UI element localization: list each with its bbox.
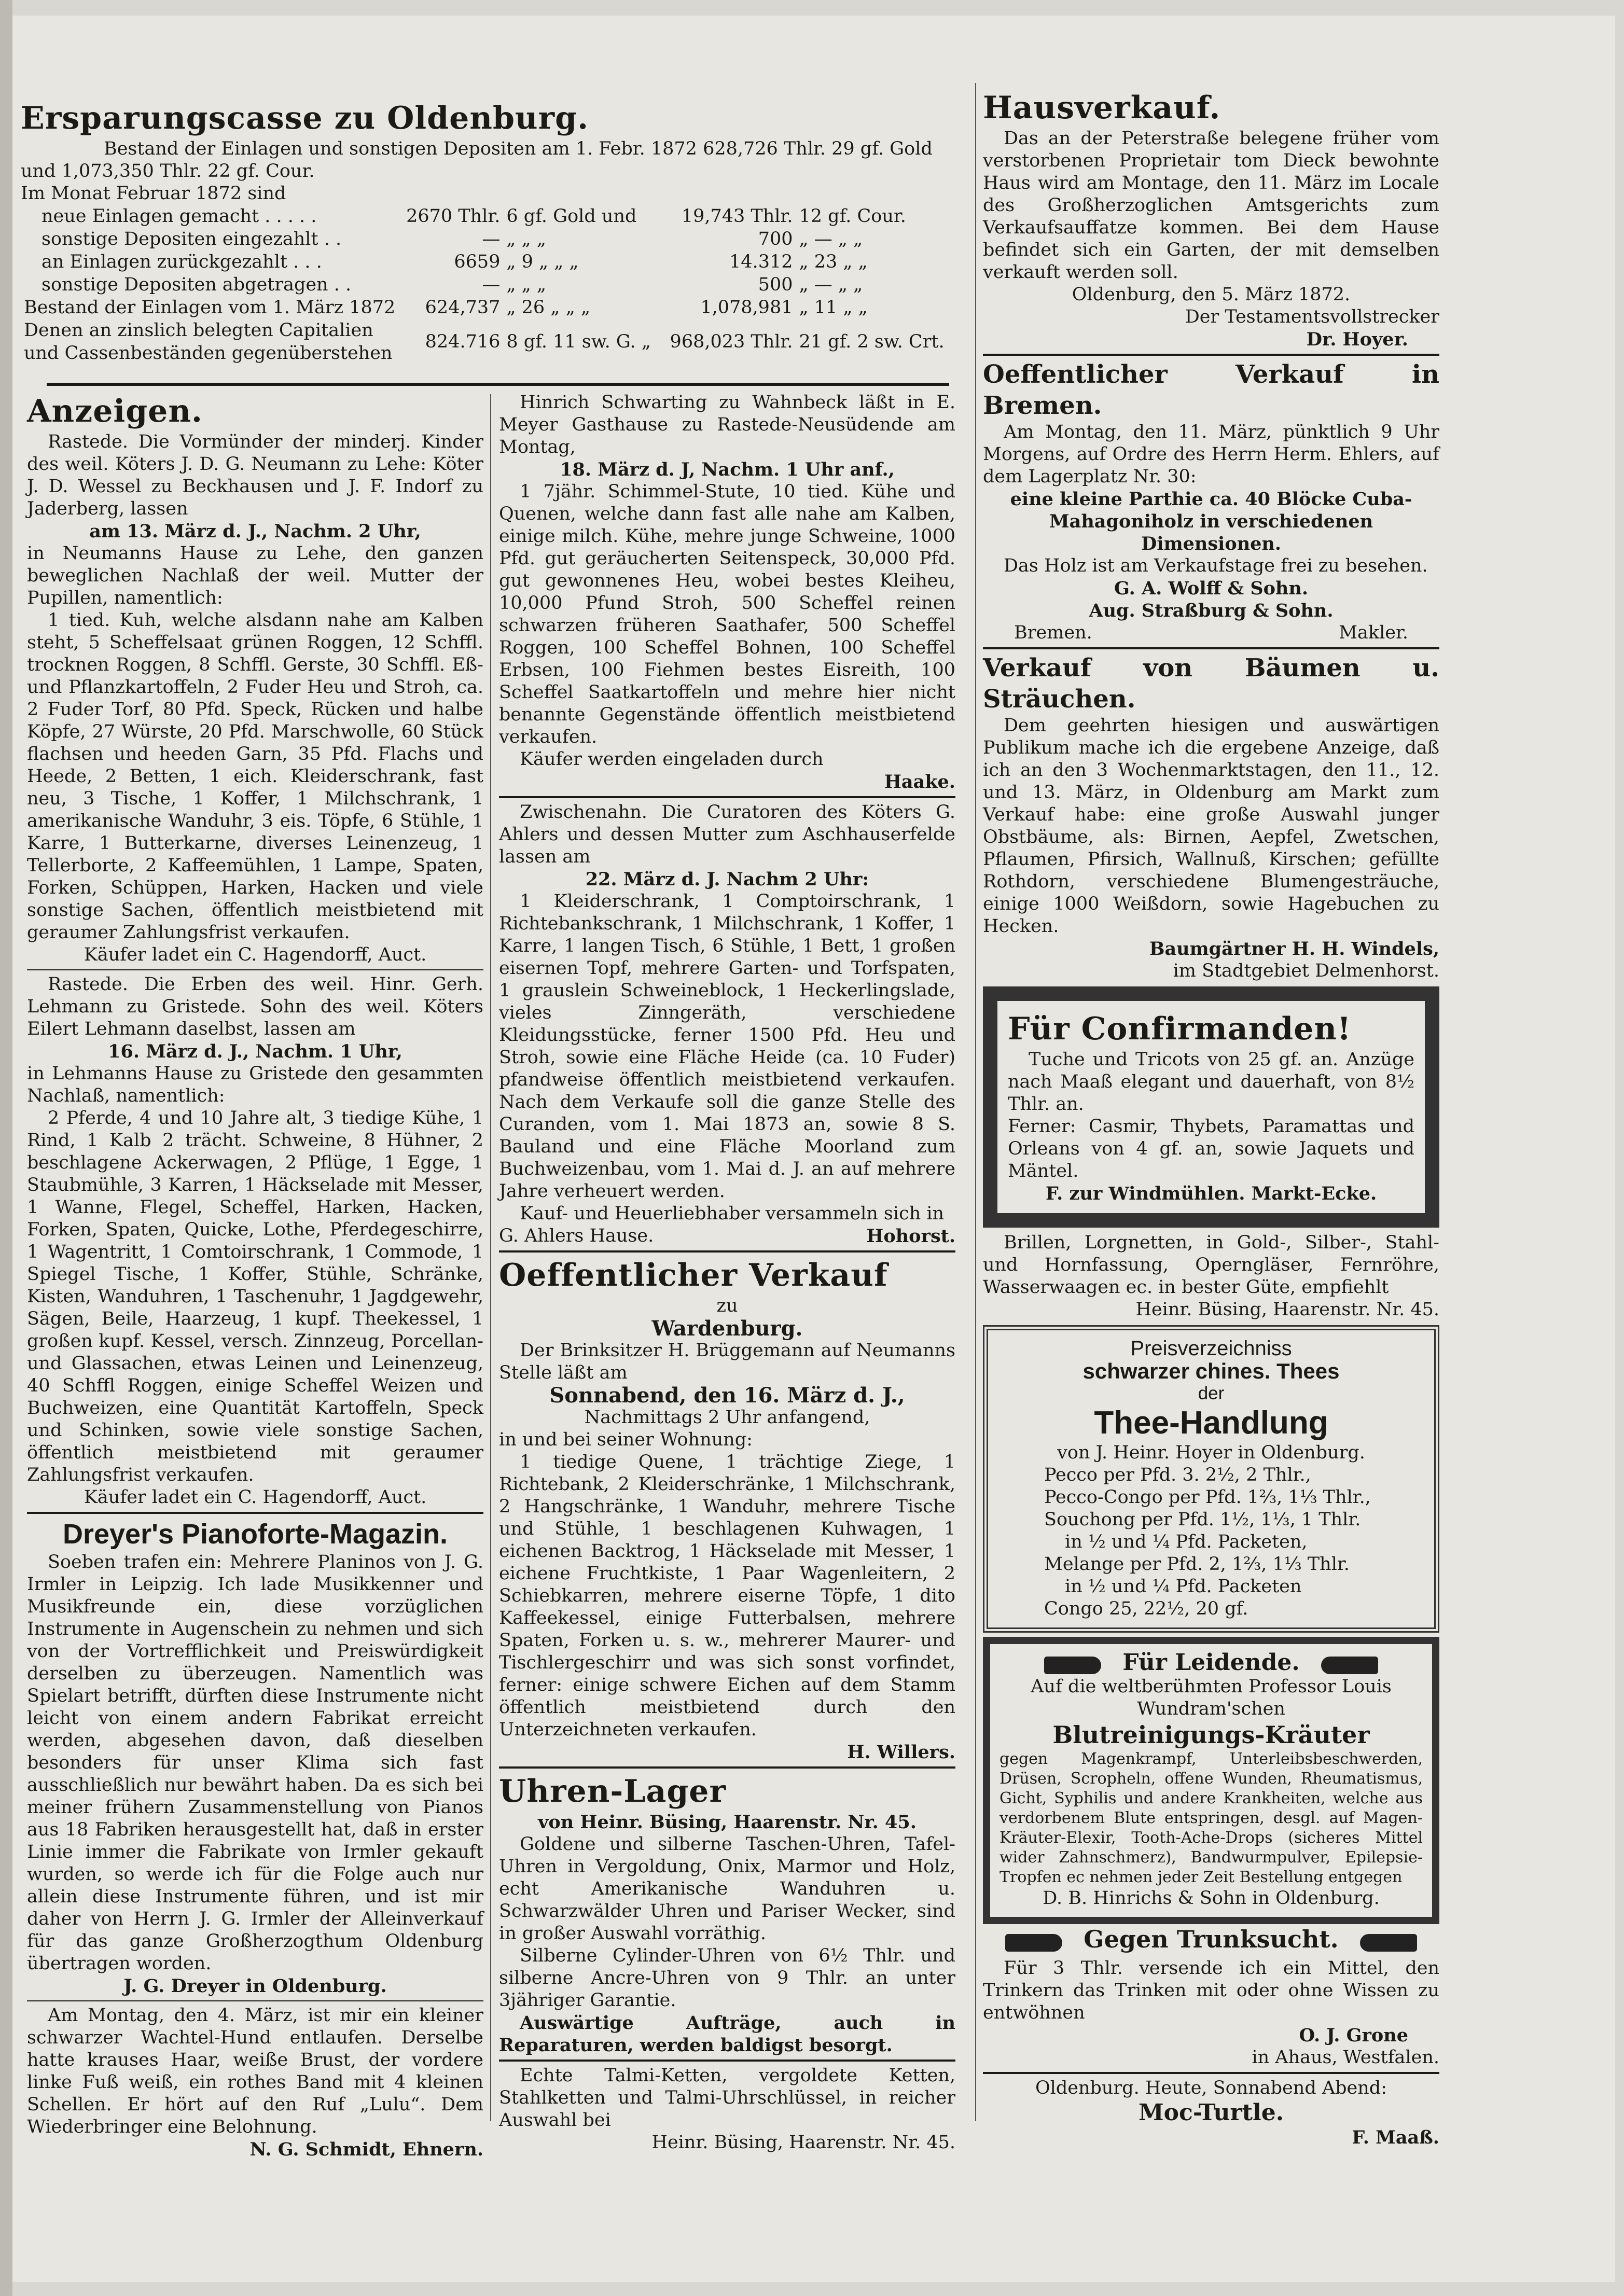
cell-gold-gf: 6 gf. Gold und — [506, 206, 637, 227]
row-label: sonstige Depositen eingezahlt . . — [41, 229, 342, 249]
table-row — [21, 273, 954, 296]
leidende-signature: D. B. Hinrichs & Sohn in Oldenburg. — [1043, 1888, 1380, 1909]
thee-heading-2: schwarzer chines. Thees — [1082, 1359, 1340, 1383]
row-label: neue Einlagen gemacht . . . . . — [41, 206, 317, 227]
ad-neumann-place: in Neumanns Hause zu Lehe, den ganzen beweglichen Nachlaß der weil. Mutter der Pupillen, namentlich: — [27, 543, 483, 608]
list-item: in ½ und ¼ Pfd. Packeten, — [1065, 1532, 1308, 1552]
schwarting-signature: Haake. — [884, 771, 955, 792]
cell-gold-gf: „ „ „ — [506, 229, 547, 249]
pointing-hand-icon — [1005, 1934, 1062, 1952]
right-column — [983, 88, 1439, 2148]
talmi-ketten: Echte Talmi-Ketten, vergoldete Ketten, Stahlketten und Talmi-Uhrschlüssel, in reicher Auswahl bei — [499, 2065, 955, 2131]
ad-neumann-intro: Rastede. Die Vormünder der minderj. Kinder des weil. Köters J. D. G. Neumann zu Lehe: Köter J. D. Wessel zu Beckhausen und J. F. Indorf zu Jaderberg, lassen — [27, 432, 483, 519]
bremen-body: Am Montag, den 11. März, pünktlich 9 Uhr Morgens, auf Ordre des Herrn Herm. Ehlers, auf dem Lagerplatz Nr. 30: — [983, 422, 1439, 487]
cell-cour-gf: 12 gf. Cour. — [799, 206, 906, 227]
pointing-hand-icon — [1044, 1657, 1101, 1674]
divider — [27, 1512, 483, 1514]
baeume-signature-2: im Stadtgebiet Delmenhorst. — [1173, 961, 1439, 981]
left-column — [27, 392, 483, 2160]
cell-gold-thlr: 6659 — [454, 252, 501, 272]
hausverkauf-signature-label: Der Testamentsvollstrecker — [1185, 307, 1439, 327]
baeume-title: Verkauf von Bäumen u. Sträuchen. — [983, 653, 1439, 714]
cell-gold-gf: „ 26 „ „ „ — [506, 297, 590, 318]
row-label: Bestand der Einlagen vom 1. März 1872 — [24, 297, 396, 318]
pointing-hand-icon — [1360, 1934, 1417, 1952]
leidende-title: Für Leidende. — [1122, 1649, 1300, 1676]
cell-gold-thlr: 824.716 — [425, 331, 501, 352]
brillen-ad: Brillen, Lorgnetten, in Gold-, Silber-, Stahl- und Hornfassung, Operngläser, Fernröhre, Wasserwaagen ec. in bester Güte, empfiehlt — [983, 1232, 1439, 1298]
sparcasse-intro-3: Im Monat Februar 1872 sind — [21, 183, 286, 204]
oeffentlicher-verkauf-where: in und bei seiner Wohnung: — [499, 1429, 753, 1450]
sparcasse-table — [21, 205, 954, 365]
lost-dog-signature: N. G. Schmidt, Ehnern. — [249, 2139, 483, 2160]
ad-neumann-date: am 13. März d. J., Nachm. 2 Uhr, — [89, 521, 421, 542]
thee-handlung-box — [983, 1325, 1439, 1633]
pointing-hand-icon — [1321, 1657, 1378, 1674]
cell-cour-gf: „ 11 „ „ — [799, 297, 868, 318]
bremen-item: eine kleine Parthie ca. 40 Blöcke Cuba-Mahagoniholz in verschiedenen Dimensionen. — [1010, 489, 1412, 554]
cell-gold-thlr: 624,737 — [425, 297, 501, 318]
ad-lehmann-place: in Lehmanns Hause zu Gristede den gesammten Nachlaß, namentlich: — [27, 1063, 483, 1106]
sparcasse-section — [21, 99, 954, 373]
oeffentlicher-verkauf-zu: zu — [716, 1296, 738, 1316]
sparcasse-title: Ersparungscasse zu Oldenburg. — [21, 100, 589, 136]
ahlers-body: 1 Kleiderschrank, 1 Comptoirschrank, 1 Richtebankschrank, 1 Milchschrank, 1 Koffer, 1 Karre, 1 langen Tisch, 6 Stühle, 1 Bett, 1 großen eisernen Topf, mehrere Garten- und Torfspaten, 1 grauslein Schweineblock, 1 Heckerlingslade, vieles Zinngeräth, verschiedene Kleidungsstücke, ferner 1500 Pfd. Heu und Stroh, sowie eine Fläche Heide (ca. 10 Fuder) pfandweise öffentlich meistbietend verkaufen. Nach dem Verkaufe soll die ganze Stelle des Curanden, vom 1. Mai 1873 an, sowie 8 S. Bauland und eine Fläche Moorland zum Buchweizenbau, vom 1. Mai d. J. an auf mehrere Jahre verheuert werden. — [499, 891, 955, 1202]
oeffentlicher-verkauf-date: Sonnabend, den 16. März d. J., — [549, 1383, 905, 1408]
oeffentlicher-verkauf-intro: Der Brinksitzer H. Brüggemann auf Neumanns Stelle läßt am — [499, 1340, 955, 1383]
list-item: in ½ und ¼ Pfd. Packeten — [1065, 1576, 1302, 1597]
thee-heading-4: Thee-Handlung — [1094, 1405, 1328, 1441]
sparcasse-intro-1: Bestand der Einlagen und sonstigen Depositen am 1. Febr. 1872 628,726 Thlr. 29 gf. Gold — [104, 138, 933, 159]
cell-cour-gf: 21 gf. 2 sw. Crt. — [799, 331, 945, 352]
hausverkauf-signature: Dr. Hoyer. — [1306, 329, 1408, 350]
ahlers-house: G. Ahlers Hause. — [499, 1226, 654, 1246]
bremen-signature-1: G. A. Wolff & Sohn. — [1114, 578, 1309, 599]
ad-lehmann-body: 2 Pferde, 4 und 10 Jahre alt, 3 tiedige Kühe, 1 Rind, 1 Kalb 2 trächt. Schweine, 8 Hühner, 2 beschlagene Ackerwagen, 2 Pflüge, 1 Egge, 1 Staubmühle, 3 Karren, 1 Häckselade mit Messer, 1 Wanne, Flegel, Scheffel, Harken, Hacken, Forken, Spaten, Quicke, Lothe, Pferdegeschirre, 1 Wagentritt, 1 Comtoirschrank, 1 Commode, 1 Spiegel Tische, 1 Koffer, Stühle, Schränke, Kisten, Wanduhren, 1 Taschenuhr, 1 Jagdgewehr, Sägen, Beile, Haarzeug, 1 kupf. Theekessel, 1 großen kupf. Kessel, versch. Zinnzeug, Porcellan- und Glassachen, etwas Leinen und Leinenzeug, 40 Schffl Roggen, einige Scheffel Weizen und Buchweizen, eine Quantität Kartoffeln, Speck und Schinken, sowie viele sonstige Sachen, öffentlich meistbietend mit geraumer Zahlungsfrist verkaufen. — [27, 1108, 483, 1485]
thee-heading-1: Preisverzeichniss — [1130, 1337, 1292, 1360]
cell-cour-thlr: 500 — [758, 274, 793, 295]
schwarting-body: 1 7jähr. Schimmel-Stute, 10 tied. Kühe und Quenen, welche dann fast alle nahe am Kalben, einige milch. Kühe, mehre junge Schweine, 1000 Pfd. gut geräucherten Seitenspeck, 30,000 Pfd. gut gewonnenes Heu, wobei bestes Kleiheu, 10,000 Pfund Stroh, 500 Scheffel reinen schwarzen früheren Saathafer, 500 Scheffel Roggen, 100 Scheffel Bohnen, 100 Scheffel Erbsen, 100 Fiehmen bestes Eisreith, 100 Scheffel Saatkartoffeln und mehre hier nicht benannte Gegenstände öffentlich meistbietend verkaufen. — [499, 481, 955, 747]
table-row — [21, 296, 954, 319]
oeffentlicher-verkauf-body: 1 tiedige Quene, 1 trächtige Ziege, 1 Richtebank, 2 Kleiderschränke, 1 Milchschrank, 2 Hangschränke, 1 Wanduhr, mehrere Tische und Stühle, 1 beschlagenen Kuhwagen, 1 eichenen Backtrog, 1 Häckselade mit Messer, 1 eichene Fruchtkiste, 1 Paar Wagenleitern, 2 Schiebkarren, mehrere eiserne Töpfe, 1 dito Kaffeekessel, einige Futterbalsen, mehrere Spaten, Forken u. s. w., mehrerer Maurer- und Tischlergeschirr und was sich sonst vorfindet, ferner: einige schwere Eichen auf dem Stamm öffentlich meistbietend durch den Unterzeichneten verkaufen. — [499, 1452, 955, 1740]
list-item: Pecco per Pfd. 3. 2½, 2 Thlr., — [1044, 1465, 1311, 1485]
moc-turtle-head: Oldenburg. Heute, Sonnabend Abend: — [1035, 2078, 1387, 2098]
divider — [983, 2072, 1439, 2074]
cell-gold-gf: „ 9 „ „ „ — [506, 252, 579, 272]
divider — [983, 354, 1439, 356]
lost-dog-notice: Am Montag, den 4. März, ist mir ein kleiner schwarzer Wachtel-Hund entlaufen. Derselbe hatte krauses Haar, weiße Brust, der vordere linke Fuß weiß, ein rothes Band mit 4 kleinen Schellen. Er hört auf den Ruf „Lulu“. Dem Wiederbringer eine Belohnung. — [27, 2005, 483, 2137]
cell-cour-gf: „ 23 „ „ — [799, 252, 868, 272]
oeffentlicher-verkauf-signature: H. Willers. — [847, 1742, 955, 1763]
cell-cour-thlr: 968,023 Thlr. — [670, 331, 793, 352]
section-divider — [47, 383, 949, 386]
hausverkauf-title: Hausverkauf. — [983, 90, 1221, 126]
bremen-signature-row — [983, 622, 1439, 644]
bremen-title: Oeffentlicher Verkauf in Bremen. — [983, 360, 1439, 420]
uhren-lager-body-2: Silberne Cylinder-Uhren von 6½ Thlr. und silberne Ancre-Uhren von 9 Thlr. an unter 3jähriger Garantie. — [499, 1945, 955, 2011]
divider — [983, 647, 1439, 649]
list-item: Pecco-Congo per Pfd. 1⅔, 1⅓ Thlr., — [1044, 1487, 1371, 1508]
confirmanden-body-2: Ferner: Casmir, Thybets, Paramattas und Orleans von 4 gf. an, sowie Jaquets und Mäntel. — [1008, 1116, 1414, 1181]
leidende-intro: Auf die weltberühmten Professor Louis Wundram'schen — [1031, 1676, 1392, 1719]
list-item: Souchong per Pfd. 1½, 1⅓, 1 Thlr. — [1044, 1509, 1361, 1530]
column-rule — [490, 394, 491, 2121]
oeffentlicher-verkauf-place: Wardenburg. — [651, 1316, 803, 1341]
uhren-lager-body: Goldene und silberne Taschen-Uhren, Tafel-Uhren in Vergoldung, Onix, Marmor und Holz, echt Amerikanische Wanduhren u. Schwarzwälder Uhren und Pariser Wecker, sind in großer Auswahl vorräthig. — [499, 1834, 955, 1944]
trunksucht-body: Für 3 Thlr. versende ich ein Mittel, den Trinkern das Trinken mit oder ohne Wissen zu entwöhnen — [983, 1958, 1439, 2023]
trunksucht-signature-2: in Ahaus, Westfalen. — [1252, 2047, 1439, 2068]
table-row — [21, 251, 954, 273]
ad-neumann-body: 1 tied. Kuh, welche alsdann nahe am Kalben steht, 5 Scheffelsaat grünen Roggen, 12 Schffl. trocknen Roggen, 8 Schffl. Gerste, 30 Schffl. Eß- und Pflanzkartoffeln, 2 Fuder Heu und Stroh, ca. 2 Fuder Torf, 80 Pfd. Speck, Rücken und halbe Köpfe, 27 Würste, 20 Pfd. Marschwolle, 60 Stück flachsen und heeden Garn, 35 Pfd. Flachs und Heede, 2 Betten, 1 eich. Kleiderschrank, fast neu, 3 Tische, 1 Koffer, 1 Milchschrank, 1 amerikanische Wanduhr, 3 eis. Töpfe, 6 Stühle, 1 Karre, 1 Butterkarne, diverses Leinenzeug, 1 Tellerborte, 2 Kaffeemühlen, 1 Lampe, Spaten, Forken, Schüppen, Harken, Hacken und viele sonstige Sachen, öffentlich meistbietend mit geraumer Zahlungsfrist verkaufen. — [27, 610, 483, 943]
anzeigen-heading: Anzeigen. — [27, 393, 203, 429]
trunksucht-title: Gegen Trunksucht. — [1084, 1925, 1339, 1953]
list-item: Melange per Pfd. 2, 1⅔, 1⅓ Thlr. — [1044, 1554, 1350, 1575]
dreyer-signature: J. G. Dreyer in Oldenburg. — [123, 1975, 387, 1997]
leidende-body: gegen Magenkrampf, Unterleibsbeschwerden, Drüsen, Scropheln, offene Wunden, Rheumatismus, Gicht, Syphilis und andere Krankheiten, welche aus verdorbenem Blute entspringen, desgl. auf Magen-Kräuter-Elexir, Tooth-Ache-Drops (sicheres Mittel wider Zahnschmerz), Bandwurmpulver, Epilepsie-Tropfen ec nehmen jeder Zeit Bestellung entgegen — [1000, 1750, 1423, 1886]
hausverkauf-date: Oldenburg, den 5. März 1872. — [1072, 284, 1351, 305]
thee-price-list — [997, 1464, 1425, 1620]
bremen-place: Bremen. — [1014, 622, 1092, 643]
leidende-product: Blutreinigungs-Kräuter — [1052, 1721, 1370, 1749]
ahlers-tail: Kauf- und Heuerliebhaber versammeln sich in — [520, 1203, 945, 1224]
ahlers-signature-row — [499, 1225, 955, 1247]
oeffentlicher-verkauf-title: Oeffentlicher Verkauf — [499, 1257, 888, 1293]
page-edge — [0, 0, 12, 2296]
moc-turtle-title: Moc-Turtle. — [1138, 2099, 1284, 2126]
cell-cour-thlr: 1,078,981 — [700, 297, 793, 318]
cell-cour-thlr: 14.312 — [729, 252, 793, 272]
confirmanden-title: Für Confirmanden! — [1008, 1011, 1352, 1047]
divider — [27, 969, 483, 970]
row-label: sonstige Depositen abgetragen . . — [41, 274, 352, 295]
middle-column — [499, 392, 955, 2153]
schwarting-intro: Hinrich Schwarting zu Wahnbeck läßt in E. Meyer Gasthause zu Rastede-Neusüdende am Montag, — [499, 392, 955, 457]
thee-heading-5: von J. Heinr. Hoyer in Oldenburg. — [1057, 1442, 1365, 1463]
confirmanden-signature: F. zur Windmühlen. Markt-Ecke. — [1045, 1183, 1377, 1204]
ad-lehmann-signature: Käufer ladet ein C. Hagendorff, Auct. — [84, 1487, 427, 1508]
ahlers-intro: Zwischenahn. Die Curatoren des Köters G. Ahlers und dessen Mutter zum Aschhauserfelde lassen am — [499, 802, 955, 867]
uhren-lager-subtitle: von Heinr. Büsing, Haarenstr. Nr. 45. — [538, 1812, 917, 1833]
cell-gold-thlr: — — [482, 274, 501, 295]
divider — [499, 2060, 955, 2062]
table-row — [21, 228, 954, 251]
divider — [499, 1250, 955, 1253]
baeume-body: Dem geehrten hiesigen und auswärtigen Publikum mache ich die ergebene Anzeige, daß ich an den 3 Wochenmarktstagen, den 11., 12. und 13. März, in Oldenburg am Markt zum Verkauf habe: eine große Auswahl junger Obstbäume, als: Birnen, Aepfel, Zwetschen, Pflaumen, Pfirsich, Wallnuß, Kirschen; gefüllte Rothdorn, verschiedene Blumengesträuche, einige 1000 Weißdorn, sowie Hagebuchen zu Hecken. — [983, 715, 1439, 937]
cell-gold-thlr: — — [482, 229, 501, 249]
cell-cour-gf: „ — „ „ — [799, 274, 863, 295]
cell-cour-gf: „ — „ „ — [799, 229, 863, 249]
sparcasse-intro-2: und 1,073,350 Thlr. 22 gf. Cour. — [21, 161, 315, 182]
uhren-lager-title: Uhren-Lager — [499, 1773, 727, 1810]
row-label: an Einlagen zurückgezahlt . . . — [41, 252, 322, 272]
ad-lehmann-intro: Rastede. Die Erben des weil. Hinr. Gerh. Lehmann zu Gristede. Sohn des weil. Köters Eilert Lehmann daselbst, lassen am — [27, 974, 483, 1039]
cell-gold-gf: 8 gf. 11 sw. G. „ — [506, 331, 651, 352]
oeffentlicher-verkauf-time: Nachmittags 2 Uhr anfangend, — [584, 1407, 870, 1428]
trunksucht-title-row — [983, 1925, 1439, 1953]
ad-lehmann-date: 16. März d. J., Nachm. 1 Uhr, — [108, 1041, 402, 1062]
list-item: Congo 25, 22½, 20 gf. — [1044, 1598, 1248, 1619]
cell-cour-thlr: 19,743 Thlr. — [681, 206, 793, 227]
hausverkauf-body: Das an der Peterstraße belegene früher vom verstorbenen Proprietair tom Dieck bewohnte Haus wird am Montage, den 11. März im Locale des Großherzoglichen Amtsgerichts zum Verkaufsauffatze kommen. Bei dem Hause befindet sich ein Garten, der mit demselben verkauft werden soll. — [983, 128, 1439, 283]
brillen-signature: Heinr. Büsing, Haarenstr. Nr. 45. — [1135, 1299, 1439, 1320]
leidende-ad-box — [983, 1637, 1439, 1924]
uhren-lager-body-3: Auswärtige Aufträge, auch in Reparaturen, werden baldigst besorgt. — [499, 2012, 955, 2056]
divider — [499, 1766, 955, 1769]
table-row — [21, 319, 954, 365]
confirmanden-ad-box — [983, 986, 1439, 1228]
dreyer-title: Dreyer's Pianoforte-Magazin. — [62, 1519, 448, 1550]
baeume-signature: Baumgärtner H. H. Windels, — [1149, 938, 1439, 959]
talmi-ketten-signature: Heinr. Büsing, Haarenstr. Nr. 45. — [651, 2132, 955, 2153]
divider — [499, 796, 955, 798]
confirmanden-body: Tuche und Tricots von 25 gf. an. Anzüge nach Maaß elegant und dauerhaft, von 8½ Thlr. an. — [1008, 1049, 1414, 1115]
thee-heading-3: der — [1198, 1383, 1225, 1403]
moc-turtle-signature: F. Maaß. — [1352, 2127, 1439, 2148]
table-row — [21, 205, 954, 228]
ahlers-date: 22. März d. J. Nachm 2 Uhr: — [585, 869, 869, 890]
schwarting-date: 18. März d. J, Nachm. 1 Uhr anf., — [560, 459, 895, 480]
bremen-signature-2: Aug. Straßburg & Sohn. — [1089, 600, 1334, 621]
bremen-note: Das Holz ist am Verkaufstage frei zu besehen. — [1004, 555, 1428, 576]
schwarting-invite: Käufer werden eingeladen durch — [520, 749, 824, 770]
cell-cour-thlr: 700 — [758, 229, 793, 249]
column-rule — [975, 83, 976, 2121]
cell-gold-thlr: 2670 Thlr. — [406, 206, 501, 227]
row-label: Denen an zinslich belegten Capitalien und Cassenbeständen gegenüberstehen — [24, 320, 393, 364]
trunksucht-signature: O. J. Grone — [1299, 2025, 1408, 2046]
ahlers-signature: Hohorst. — [866, 1226, 955, 1247]
divider — [27, 2000, 483, 2001]
ad-neumann-signature: Käufer ladet ein C. Hagendorff, Auct. — [84, 944, 427, 965]
dreyer-body: Soeben trafen ein: Mehrere Planinos von J. G. Irmler in Leipzig. Ich lade Musikkenner und Musikfreunde ein, diese vorzüglichen Instrumente in Augenschein zu nehmen und sich von der Vortrefflichkeit und Preiswürdigkeit derselben zu überzeugen. Namentlich was Spielart betrifft, dürften diese Instrumente nicht leicht von einem andern Fabrikat erreicht werden, abgesehen davon, daß dieselben besonders für unser Klima sich fast ausschließlich nur bewährt haben. Da es sich bei meiner frühern Zusammenstellung von Pianos aus 18 Fabriken herausgestellt hat, daß in erster Linie immer die Fabrikate von Irmler gekauft wurden, so werde ich für die Folge auch nur allein diese Instrumente führen, und ist mir daher von Herrn J. G. Irmler der Alleinverkauf für das ganze Großherzogthum Oldenburg übertragen worden. — [27, 1552, 483, 1974]
bremen-makler: Makler. — [1339, 622, 1408, 643]
leidende-title-row — [1000, 1651, 1423, 1676]
cell-gold-gf: „ „ „ — [506, 274, 547, 295]
